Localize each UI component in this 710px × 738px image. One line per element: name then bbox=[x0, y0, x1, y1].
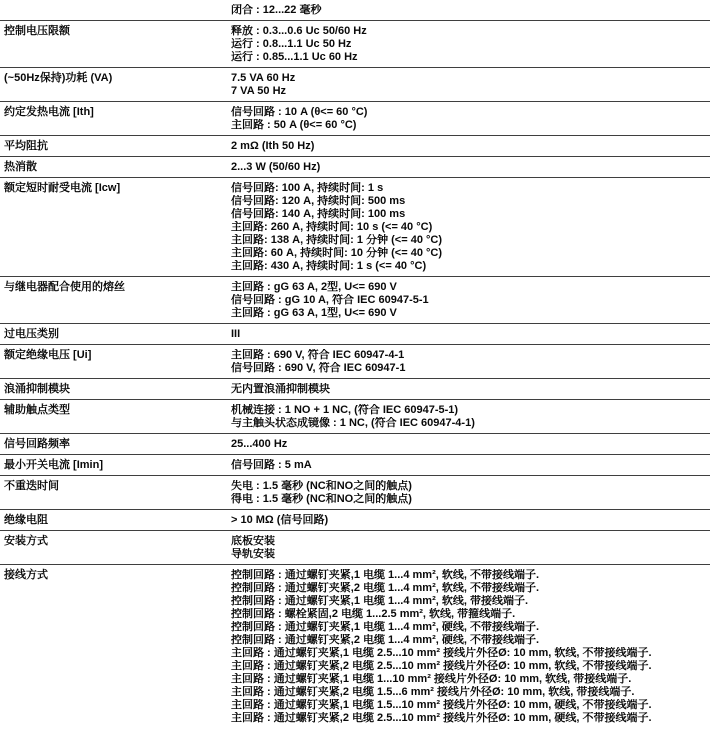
spec-row-label: 信号回路频率 bbox=[4, 438, 70, 450]
spec-row-values bbox=[231, 25, 710, 64]
spec-row-label: 安装方式 bbox=[4, 535, 48, 547]
spec-row bbox=[0, 135, 710, 156]
spec-value-line: 主回路 : 通过螺钉夹紧,2 电缆 1.5...6 mm² 接线片外径Ø: 10 mm, 软线, 带接线端子. bbox=[231, 686, 635, 698]
spec-row bbox=[0, 399, 710, 433]
spec-value-line: 主回路 : gG 63 A, 2型, U<= 690 V bbox=[231, 281, 397, 293]
spec-value-line: 主回路 : 通过螺钉夹紧,2 电缆 2.5...10 mm² 接线片外径Ø: 10 mm, 硬线, 不带接线端子. bbox=[231, 712, 652, 724]
spec-value-line: 控制回路 : 通过螺钉夹紧,2 电缆 1...4 mm², 硬线, 不带接线端子. bbox=[231, 634, 540, 646]
spec-row bbox=[0, 344, 710, 378]
spec-value-line: 控制回路 : 螺栓紧固,2 电缆 1...2.5 mm², 软线, 带箍线端子. bbox=[231, 608, 516, 620]
spec-row-label: 控制电压限额 bbox=[4, 25, 70, 37]
spec-row-label: (~50Hz保持)功耗 (VA) bbox=[4, 72, 113, 84]
spec-value-line: 控制回路 : 通过螺钉夹紧,1 电缆 1...4 mm², 软线, 带接线端子. bbox=[231, 595, 529, 607]
spec-row-values bbox=[231, 72, 710, 98]
spec-row bbox=[0, 177, 710, 276]
spec-row bbox=[0, 276, 710, 323]
spec-value-line: 信号回路 : gG 10 A, 符合 IEC 60947-5-1 bbox=[231, 294, 429, 306]
spec-row bbox=[0, 67, 710, 101]
spec-value-line: 主回路 : 690 V, 符合 IEC 60947-4-1 bbox=[231, 349, 405, 361]
spec-row bbox=[0, 454, 710, 475]
spec-row-label: 过电压类别 bbox=[4, 328, 59, 340]
spec-row-label: 绝缘电阻 bbox=[4, 514, 48, 526]
spec-row bbox=[0, 378, 710, 399]
spec-value-line: 25...400 Hz bbox=[231, 438, 288, 450]
spec-value-line: 主回路 : 50 A (θ<= 60 °C) bbox=[231, 119, 357, 131]
spec-row-label: 辅助触点类型 bbox=[4, 404, 70, 416]
spec-value-line: 运行 : 0.8...1.1 Uc 50 Hz bbox=[231, 38, 352, 50]
spec-row-values bbox=[231, 438, 710, 451]
spec-value-line: 主回路 : gG 63 A, 1型, U<= 690 V bbox=[231, 307, 397, 319]
spec-value-line: > 10 MΩ (信号回路) bbox=[231, 514, 329, 526]
spec-value-line: 导轨安装 bbox=[231, 548, 275, 560]
spec-value-line: 控制回路 : 通过螺钉夹紧,1 电缆 1...4 mm², 软线, 不带接线端子. bbox=[231, 569, 540, 581]
spec-row-values bbox=[231, 459, 710, 472]
spec-value-line: 无内置浪涌抑制模块 bbox=[231, 383, 330, 395]
spec-row-values bbox=[231, 569, 710, 725]
spec-value-line: 控制回路 : 通过螺钉夹紧,2 电缆 1...4 mm², 软线, 不带接线端子. bbox=[231, 582, 540, 594]
spec-row bbox=[0, 433, 710, 454]
spec-value-line: 信号回路: 140 A, 持续时间: 100 ms bbox=[231, 208, 406, 220]
spec-value-line: 机械连接 : 1 NO + 1 NC, (符合 IEC 60947-5-1) bbox=[231, 404, 459, 416]
spec-row bbox=[0, 156, 710, 177]
spec-value-line: 主回路: 260 A, 持续时间: 10 s (<= 40 °C) bbox=[231, 221, 433, 233]
spec-row-label: 最小开关电流 [Imin] bbox=[4, 459, 103, 471]
spec-row bbox=[0, 0, 710, 20]
spec-row-values bbox=[231, 140, 710, 153]
spec-value-line: 闭合 : 12...22 毫秒 bbox=[231, 4, 322, 16]
spec-value-line: 主回路 : 通过螺钉夹紧,2 电缆 2.5...10 mm² 接线片外径Ø: 10 mm, 软线, 不带接线端子. bbox=[231, 660, 652, 672]
spec-value-line: 失电 : 1.5 毫秒 (NC和NO之间的触点) bbox=[231, 480, 412, 492]
spec-row bbox=[0, 509, 710, 530]
spec-value-line: 信号回路: 120 A, 持续时间: 500 ms bbox=[231, 195, 406, 207]
spec-value-line: 7 VA 50 Hz bbox=[231, 85, 287, 97]
spec-value-line: 信号回路 : 10 A (θ<= 60 °C) bbox=[231, 106, 368, 118]
spec-row-label: 额定绝缘电压 [Ui] bbox=[4, 349, 92, 361]
spec-value-line: 7.5 VA 60 Hz bbox=[231, 72, 296, 84]
spec-row-values bbox=[231, 349, 710, 375]
spec-row-label: 额定短时耐受电流 [Icw] bbox=[4, 182, 121, 194]
spec-row bbox=[0, 323, 710, 344]
spec-value-line: 2...3 W (50/60 Hz) bbox=[231, 161, 321, 173]
spec-row bbox=[0, 564, 710, 728]
spec-value-line: 信号回路 : 690 V, 符合 IEC 60947-1 bbox=[231, 362, 406, 374]
spec-value-line: 信号回路: 100 A, 持续时间: 1 s bbox=[231, 182, 384, 194]
spec-value-line: 主回路: 138 A, 持续时间: 1 分钟 (<= 40 °C) bbox=[231, 234, 442, 246]
spec-row-values bbox=[231, 161, 710, 174]
spec-row-label: 不重迭时间 bbox=[4, 480, 59, 492]
spec-value-line: 释放 : 0.3...0.6 Uc 50/60 Hz bbox=[231, 25, 367, 37]
spec-row bbox=[0, 475, 710, 509]
spec-value-line: 主回路: 60 A, 持续时间: 10 分钟 (<= 40 °C) bbox=[231, 247, 442, 259]
spec-row-values bbox=[231, 4, 710, 17]
spec-value-line: 与主触头状态成镜像 : 1 NC, (符合 IEC 60947-4-1) bbox=[231, 417, 475, 429]
spec-row-values bbox=[231, 328, 710, 341]
spec-row-label: 浪涌抑制模块 bbox=[4, 383, 70, 395]
spec-value-line: 主回路 : 通过螺钉夹紧,1 电缆 1.5...10 mm² 接线片外径Ø: 10 mm, 硬线, 不带接线端子. bbox=[231, 699, 652, 711]
spec-value-line: 控制回路 : 通过螺钉夹紧,1 电缆 1...4 mm², 硬线, 不带接线端子. bbox=[231, 621, 540, 633]
spec-row bbox=[0, 20, 710, 67]
spec-row-label: 与继电器配合使用的熔丝 bbox=[4, 281, 125, 293]
spec-row bbox=[0, 101, 710, 135]
spec-row-label: 热消散 bbox=[4, 161, 37, 173]
spec-value-line: 底板安装 bbox=[231, 535, 275, 547]
spec-row-label: 约定发热电流 [Ith] bbox=[4, 106, 94, 118]
spec-row-values bbox=[231, 514, 710, 527]
spec-row bbox=[0, 530, 710, 564]
spec-value-line: 得电 : 1.5 毫秒 (NC和NO之间的触点) bbox=[231, 493, 412, 505]
spec-value-line: 主回路: 430 A, 持续时间: 1 s (<= 40 °C) bbox=[231, 260, 427, 272]
spec-row-values bbox=[231, 535, 710, 561]
spec-row-values bbox=[231, 106, 710, 132]
spec-row-label: 平均阻抗 bbox=[4, 140, 48, 152]
spec-value-line: 主回路 : 通过螺钉夹紧,1 电缆 2.5...10 mm² 接线片外径Ø: 10 mm, 软线, 不带接线端子. bbox=[231, 647, 652, 659]
spec-row-label: 接线方式 bbox=[4, 569, 48, 581]
spec-value-line: 运行 : 0.85...1.1 Uc 60 Hz bbox=[231, 51, 358, 63]
spec-row-values bbox=[231, 182, 710, 273]
spec-row-values bbox=[231, 404, 710, 430]
spec-value-line: 2 mΩ (Ith 50 Hz) bbox=[231, 140, 315, 152]
spec-row-values bbox=[231, 281, 710, 320]
spec-value-line: 信号回路 : 5 mA bbox=[231, 459, 312, 471]
spec-value-line: 主回路 : 通过螺钉夹紧,1 电缆 1...10 mm² 接线片外径Ø: 10 mm, 软线, 带接线端子. bbox=[231, 673, 632, 685]
spec-row-values bbox=[231, 383, 710, 396]
spec-row-values bbox=[231, 480, 710, 506]
spec-value-line: III bbox=[231, 328, 241, 340]
